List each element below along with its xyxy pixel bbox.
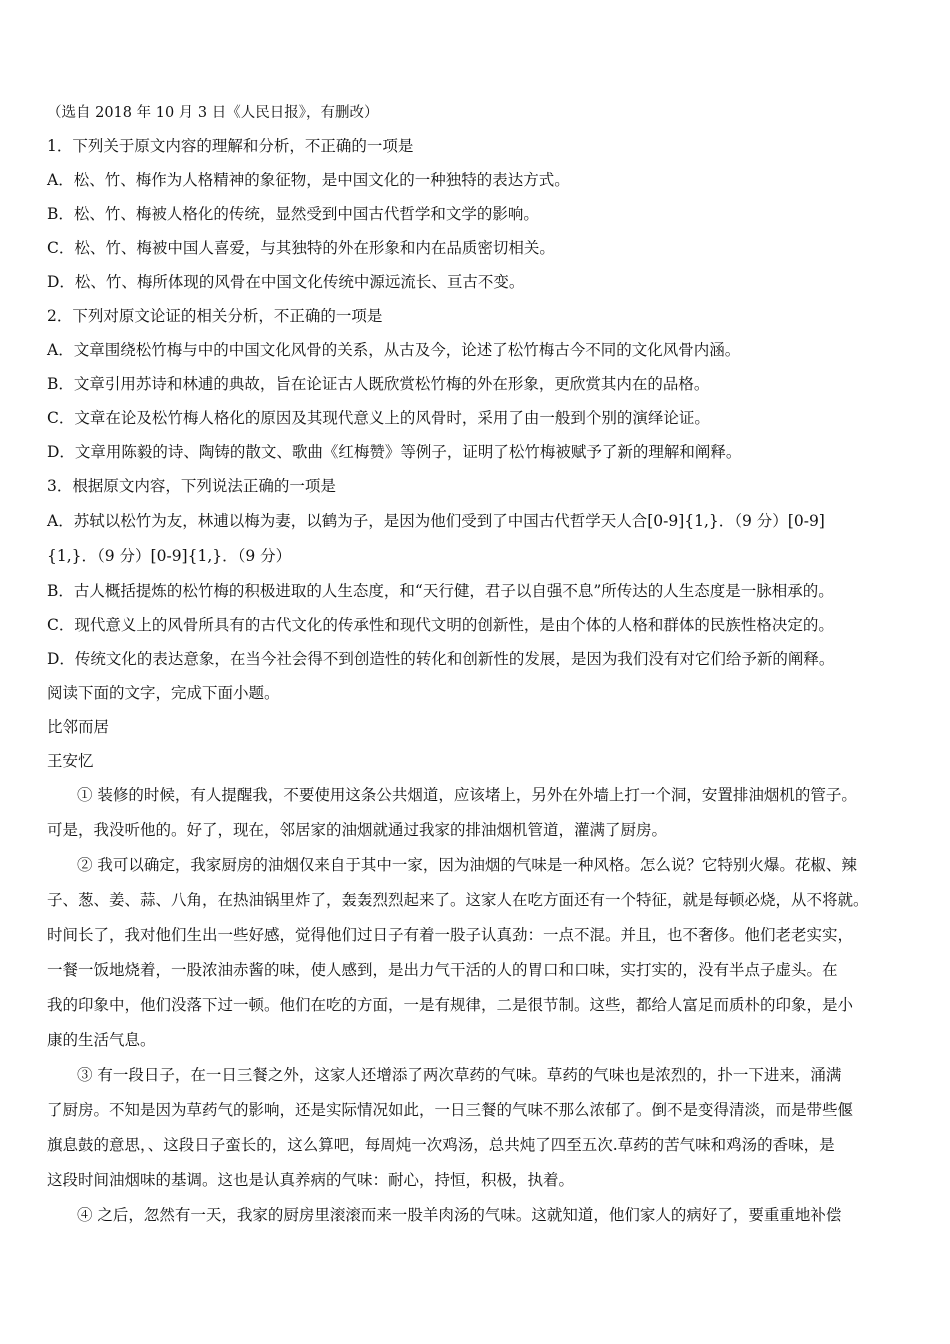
question-3-option-a-line-1: A．苏轼以松竹为友，林逋以梅为妻，以鹤为子，是因为他们受到了中国古代哲学天人合[0-9]{1,}．（9 分）[0-9] [47, 512, 825, 530]
question-3-option-a-line-2: {1,}．（9 分）[0-9]{1,}．（9 分） [47, 547, 292, 565]
question-3-stem: 3．根据原文内容，下列说法正确的一项是 [47, 477, 336, 495]
story-author: 王安忆 [47, 752, 94, 770]
passage-line: 旗息鼓的意思，、这段日子蛮长的，这么算吧，每周炖一次鸡汤，总共炖了四至五次.草药的苦气味和鸡汤的香味，是 [47, 1136, 835, 1154]
passage-line: ② 我可以确定，我家厨房的油烟仅来自于其中一家，因为油烟的气味是一种风格。怎么说？它特别火爆。花椒、辣 [77, 856, 857, 874]
question-1-stem: 1．下列关于原文内容的理解和分析，不正确的一项是 [47, 137, 414, 155]
passage-line: 康的生活气息。 [47, 1031, 156, 1049]
question-2-option-d: D．文章用陈毅的诗、陶铸的散文、歌曲《红梅赞》等例子，证明了松竹梅被赋予了新的理解和阐释。 [47, 443, 742, 461]
question-1-option-a: A．松、竹、梅作为人格精神的象征物，是中国文化的一种独特的表达方式。 [47, 171, 570, 189]
question-2-option-a: A．文章围绕松竹梅与中的中国文化风骨的关系，从古及今，论述了松竹梅古今不同的文化风骨内涵。 [47, 341, 741, 359]
passage-line: 一餐一饭地烧着，一股浓油赤酱的味，使人感到，是出力气干活的人的胃口和口味，实打实的，没有半点子虚头。在 [47, 961, 838, 979]
passage-line: ① 装修的时候，有人提醒我，不要使用这条公共烟道，应该堵上，另外在外墙上打一个洞，安置排油烟机的管子。 [77, 786, 857, 804]
question-2-option-c: C．文章在论及松竹梅人格化的原因及其现代意义上的风骨时，采用了由一般到个别的演绎论证。 [47, 409, 710, 427]
question-1-option-c: C．松、竹、梅被中国人喜爱，与其独特的外在形象和内在品质密切相关。 [47, 239, 555, 257]
question-2-option-b: B．文章引用苏诗和林逋的典故，旨在论证古人既欣赏松竹梅的外在形象，更欣赏其内在的品格。 [47, 375, 710, 393]
passage-line: 这段时间油烟味的基调。这也是认真养病的气味：耐心，持恒，积极，执着。 [47, 1171, 575, 1189]
passage-line: ③ 有一段日子，在一日三餐之外，这家人还增添了两次草药的气味。草药的气味也是浓烈的，扑一下进来，涌满 [77, 1066, 842, 1084]
passage-line: 我的印象中，他们没落下过一顿。他们在吃的方面，一是有规律，二是很节制。这些，都给人富足而质朴的印象，是小 [47, 996, 854, 1014]
question-2-stem: 2．下列对原文论证的相关分析，不正确的一项是 [47, 307, 383, 325]
passage-line: 可是，我没听他的。好了，现在，邻居家的油烟就通过我家的排油烟机管道，灌满了厨房。 [47, 821, 668, 839]
source-note: （选自 2018 年 10 月 3 日《人民日报》，有删改） [47, 105, 379, 121]
passage-line: 时间长了，我对他们生出一些好感，觉得他们过日子有着一股子认真劲：一点不混。并且，也不奢侈。他们老老实实， [47, 926, 854, 944]
passage-line: 子、葱、姜、蒜、八角，在热油锅里炸了，轰轰烈烈起来了。这家人在吃方面还有一个特征，就是每顿必烧，从不将就。 [47, 891, 869, 909]
question-3-option-d: D．传统文化的表达意象，在当今社会得不到创造性的转化和创新性的发展，是因为我们没有对它们给予新的阐释。 [47, 650, 835, 668]
question-1-option-b: B．松、竹、梅被人格化的传统，显然受到中国古代哲学和文学的影响。 [47, 205, 539, 223]
question-1-option-d: D．松、竹、梅所体现的风骨在中国文化传统中源远流长、亘古不变。 [47, 273, 525, 291]
reading-instruction: 阅读下面的文字，完成下面小题。 [47, 684, 280, 702]
passage-line: ④ 之后，忽然有一天，我家的厨房里滚滚而来一股羊肉汤的气味。这就知道，他们家人的病好了，要重重地补偿 [77, 1206, 842, 1224]
story-title: 比邻而居 [47, 718, 110, 736]
question-3-option-c: C．现代意义上的风骨所具有的古代文化的传承性和现代文明的创新性，是由个体的人格和群体的民族性格决定的。 [47, 616, 834, 634]
question-3-option-b: B．古人概括提炼的松竹梅的积极进取的人生态度，和“天行健，君子以自强不息”所传达的人生态度是一脉相承的。 [47, 582, 834, 600]
passage-line: 了厨房。不知是因为草药气的影响，还是实际情况如此，一日三餐的气味不那么浓郁了。倒不是变得清淡，而是带些偃 [47, 1101, 854, 1119]
